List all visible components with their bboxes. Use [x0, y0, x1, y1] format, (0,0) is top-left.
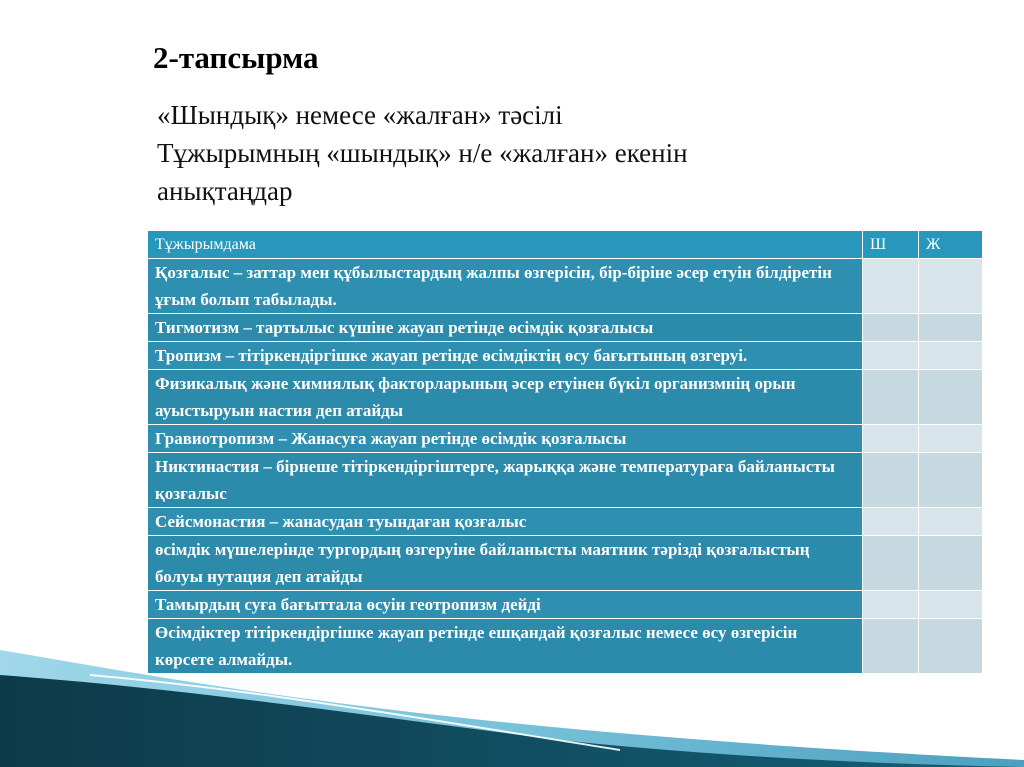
- statement-cell: өсімдік мүшелерінде тургордың өзгеруіне байланысты маятник тәрізді қозғалыстың болуы нутация деп атайды: [148, 536, 863, 591]
- statement-cell: Гравиотропизм – Жанасуға жауап ретінде өсімдік қозғалысы: [148, 425, 863, 453]
- subtitle-line: Тұжырымның «шындық» н/е «жалған» екенін: [157, 138, 688, 168]
- false-answer-cell[interactable]: [919, 508, 983, 536]
- table-row: [148, 591, 983, 619]
- header-statement: Тұжырымдама: [148, 231, 863, 259]
- true-answer-cell[interactable]: [863, 536, 919, 591]
- true-answer-cell[interactable]: [863, 453, 919, 508]
- table-row: [148, 259, 983, 314]
- subtitle-line: анықтаңдар: [157, 176, 293, 206]
- false-answer-cell[interactable]: [919, 453, 983, 508]
- statement-cell: Қозғалыс – заттар мен құбылыстардың жалпы өзгерісін, бір-біріне әсер етуін білдіретін ұғым болып табылады.: [148, 259, 863, 314]
- slide-subtitle: [157, 96, 877, 210]
- header-false: Ж: [919, 231, 983, 259]
- statement-cell: Сейсмонастия – жанасудан туындаған қозғалыс: [148, 508, 863, 536]
- table-row: [148, 453, 983, 508]
- table-row: [148, 508, 983, 536]
- statement-cell: Тропизм – тітіркендіргішке жауап ретінде өсімдіктің өсу бағытының өзгеруі.: [148, 342, 863, 370]
- true-answer-cell[interactable]: [863, 370, 919, 425]
- true-answer-cell[interactable]: [863, 591, 919, 619]
- statement-cell: Өсімдіктер тітіркендіргішке жауап ретінде ешқандай қозғалыс немесе өсу өзгерісін көрсете алмайды.: [148, 619, 863, 674]
- statement-cell: Физикалық және химиялық факторларының әсер етуінен бүкіл организмнің орын ауыстыруын настия деп атайды: [148, 370, 863, 425]
- table-row: [148, 370, 983, 425]
- false-answer-cell[interactable]: [919, 259, 983, 314]
- header-true: Ш: [863, 231, 919, 259]
- true-answer-cell[interactable]: [863, 425, 919, 453]
- false-answer-cell[interactable]: [919, 342, 983, 370]
- table-row: [148, 314, 983, 342]
- false-answer-cell[interactable]: [919, 370, 983, 425]
- subtitle-line: «Шындық» немесе «жалған» тәсілі: [157, 100, 563, 130]
- decorative-wave: [0, 620, 1024, 767]
- true-answer-cell[interactable]: [863, 342, 919, 370]
- true-answer-cell[interactable]: [863, 508, 919, 536]
- table-row: [148, 342, 983, 370]
- false-answer-cell[interactable]: [919, 425, 983, 453]
- statements-table: [147, 230, 983, 674]
- true-answer-cell[interactable]: [863, 314, 919, 342]
- statement-cell: Тамырдың суға бағыттала өсуін геотропизм дейді: [148, 591, 863, 619]
- statement-cell: Тигмотизм – тартылыс күшіне жауап ретінде өсімдік қозғалысы: [148, 314, 863, 342]
- false-answer-cell[interactable]: [919, 314, 983, 342]
- false-answer-cell[interactable]: [919, 536, 983, 591]
- statement-cell: Никтинастия – бірнеше тітіркендіргіштерге, жарыққа және температураға байланысты қозғалыс: [148, 453, 863, 508]
- table-row: [148, 536, 983, 591]
- table-header-row: [148, 231, 983, 259]
- slide-title: 2-тапсырма: [153, 40, 319, 75]
- table-row: [148, 425, 983, 453]
- true-answer-cell[interactable]: [863, 259, 919, 314]
- false-answer-cell[interactable]: [919, 591, 983, 619]
